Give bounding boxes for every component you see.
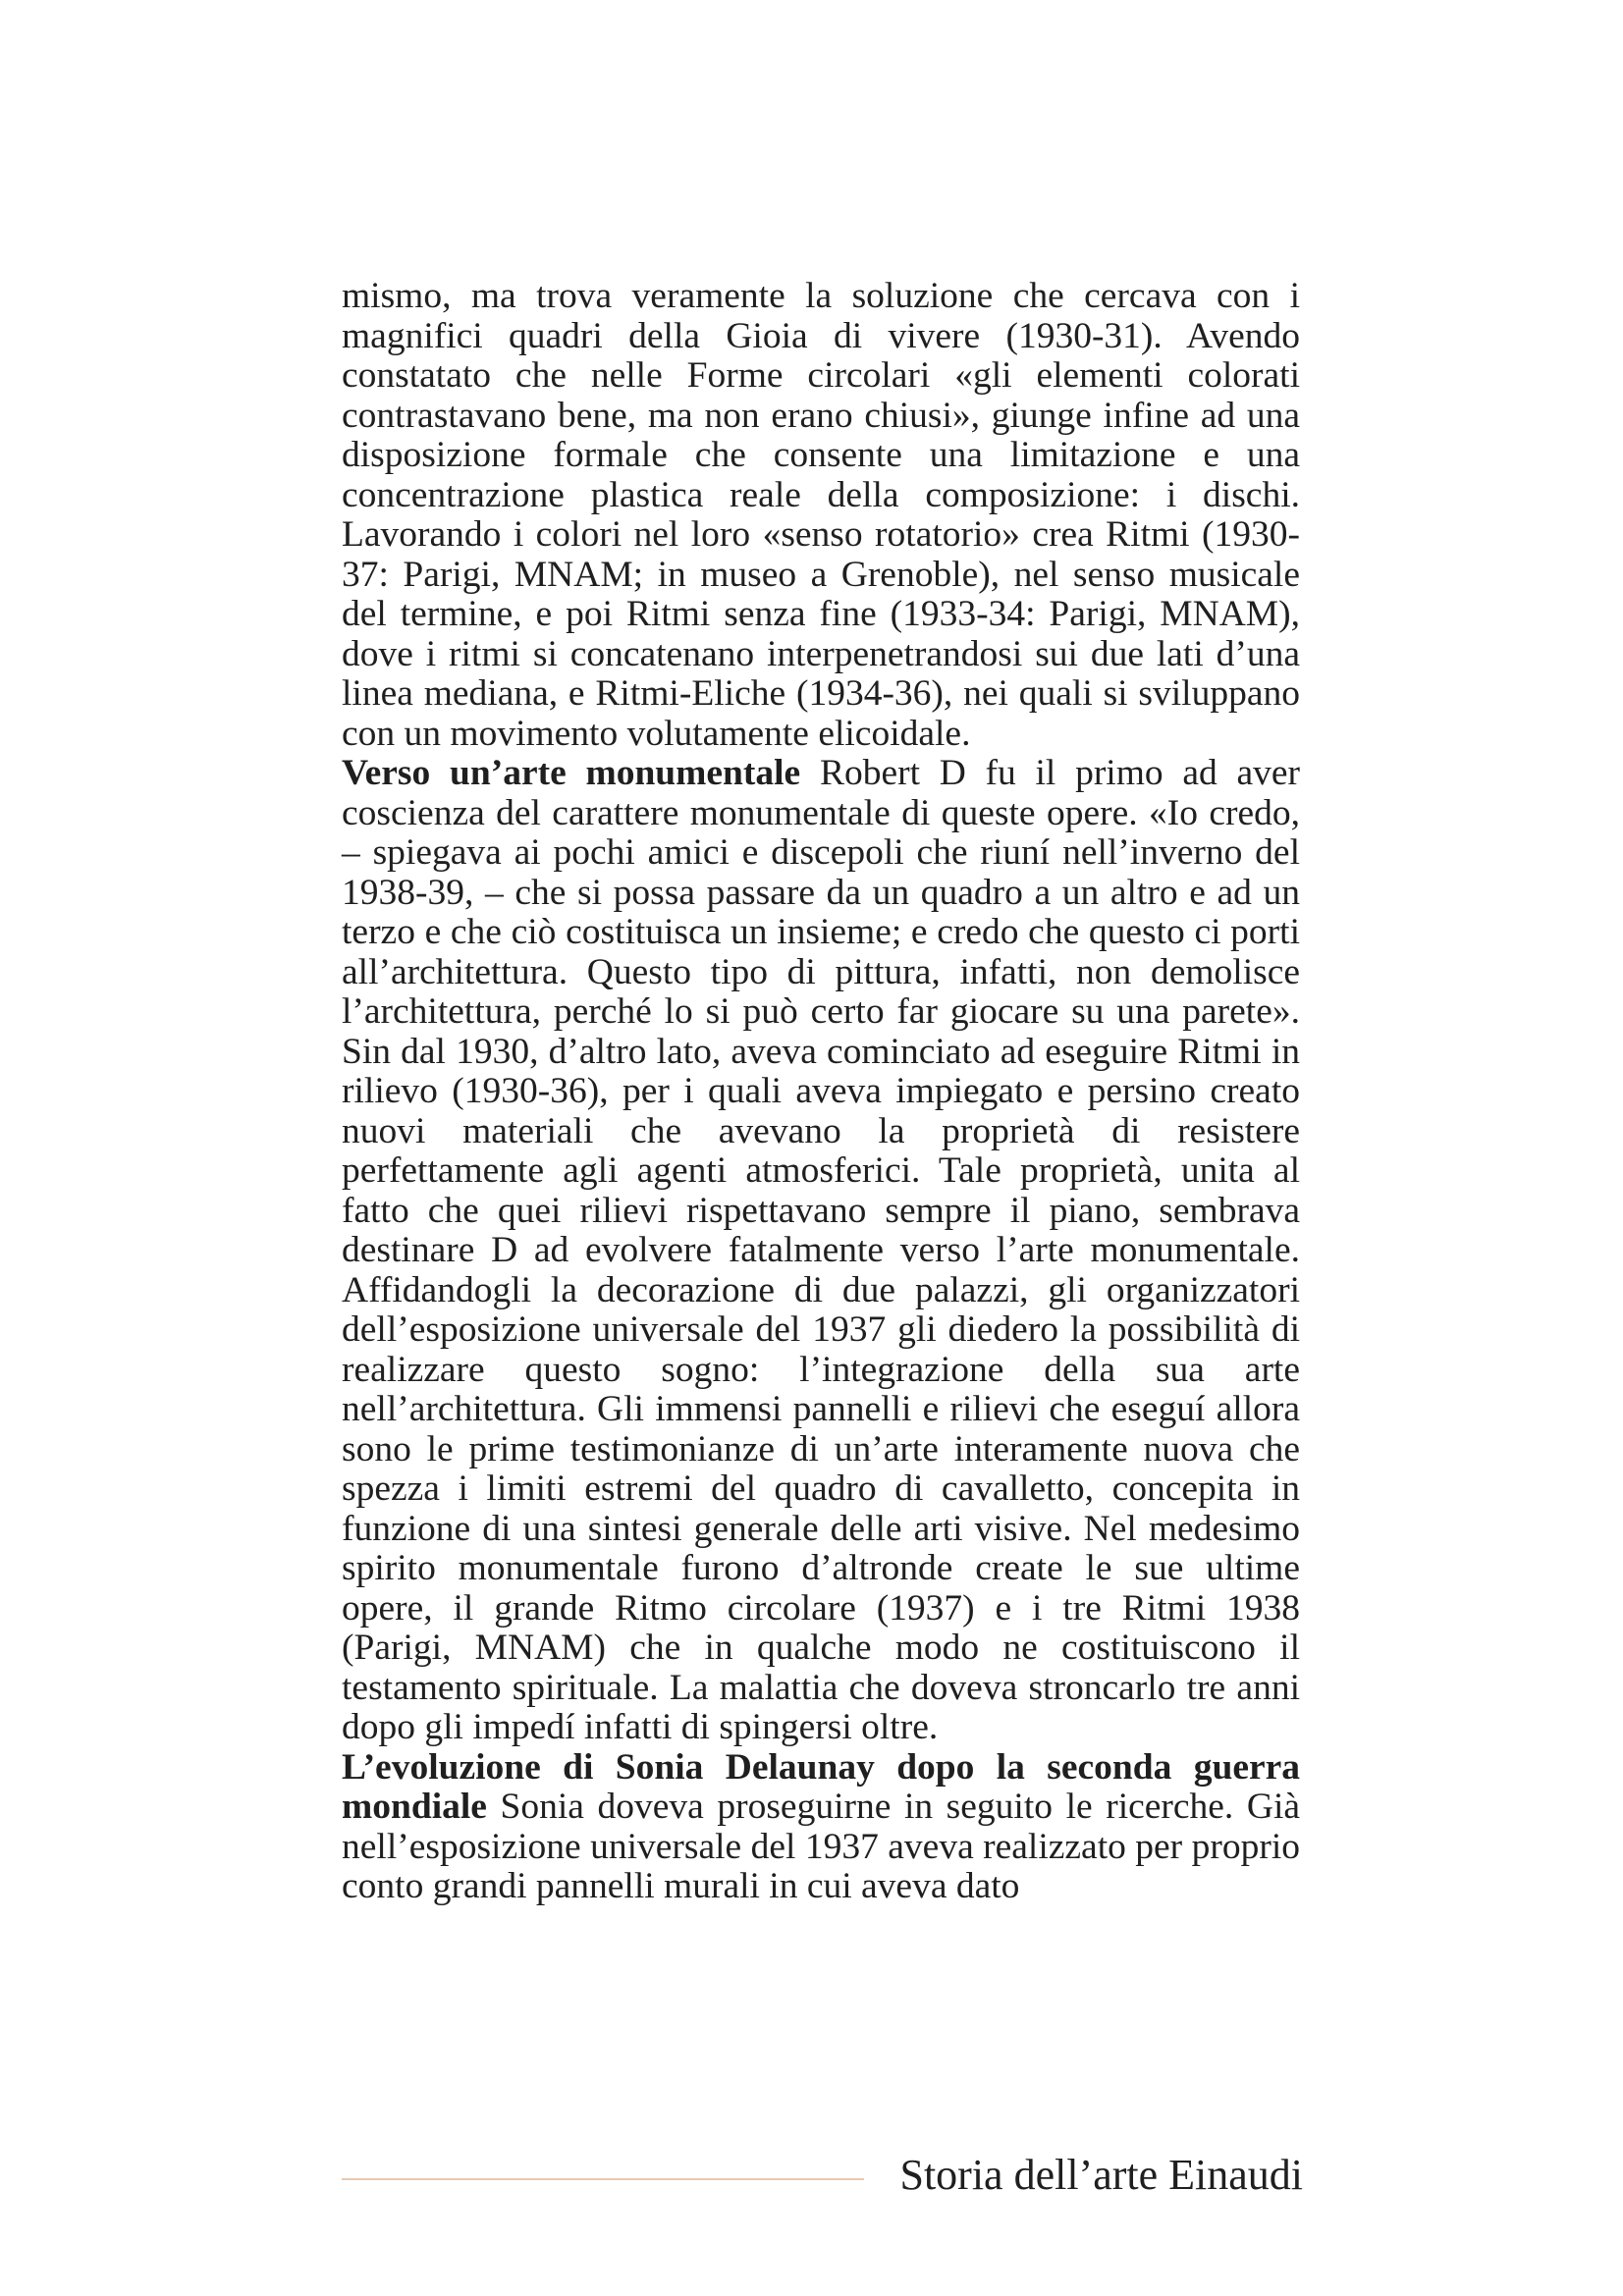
footer-rule <box>342 2178 864 2180</box>
paragraph-arte-monumentale <box>342 754 1300 1748</box>
section-heading: L’evoluzione di Sonia Delaunay dopo la seconda guerra mondiale <box>342 1746 1300 1827</box>
paragraph-text: Robert D fu il primo ad aver coscienza del carattere monumentale di queste opere. «Io credo, – spiegava ai pochi amici e discepoli che riuní nell’inverno del 1938-39, – che si possa passare da un quadro a un altro e ad un terzo e che ciò costituisca un insieme; e credo che questo ci porti all’architettura. Questo tipo di pittura, infatti, non demolisce l’architettura, perché lo si può certo far giocare su una parete». Sin dal 1930, d’altro lato, aveva cominciato ad eseguire Ritmi in rilievo (1930-36), per i quali aveva impiegato e persino creato nuovi materiali che avevano la proprietà di resistere perfettamente agli agenti atmosferici. Tale proprietà, unita al fatto che quei rilievi rispettavano sempre il piano, sembrava destinare D ad evolvere fatalmente verso l’arte monumentale. Affidandogli la decorazione di due palazzi, gli organizzatori dell’esposizione universale del 1937 gli diedero la possibilità di realizzare questo sogno: l’integrazione della sua arte nell’architettura. Gli immensi pannelli e rilievi che eseguí allora sono le prime testimonianze di un’arte interamente nuova che spezza i limiti estremi del quadro di cavalletto, concepita in funzione di una sintesi generale delle arti visive. Nel medesimo spirito monumentale furono d’altronde create le sue ultime opere, il grande Ritmo circolare (1937) e i tre Ritmi 1938 (Parigi, MNAM) che in qualche modo ne costituiscono il testamento spirituale. La malattia che doveva stroncarlo tre anni dopo gli impedí infatti di spingersi oltre. <box>342 753 1301 1747</box>
paragraph-sonia-delaunay <box>342 1748 1300 1907</box>
paragraph-text: Sonia doveva proseguirne in seguito le ricerche. Già nell’esposizione universale del 1937 aveva realizzato per proprio conto grandi pannelli murali in cui aveva dato <box>342 1787 1301 1906</box>
footer-publication-title: Storia dell’arte Einaudi <box>899 2151 1303 2199</box>
paragraph-text: mismo, ma trova veramente la soluzione che cercava con i magnifici quadri della Gioia di vivere (1930-31). Avendo constatato che nelle Forme circolari «gli elementi colorati contrastavano bene, ma non erano chiusi», giunge infine ad una disposizione formale che consente una limitazione e una concentrazione plastica reale della composizione: i dischi. Lavorando i colori nel loro «senso rotatorio» crea Ritmi (1930-37: Parigi, MNAM; in museo a Grenoble), nel senso musicale del termine, e poi Ritmi senza fine (1933-34: Parigi, MNAM), dove i ritmi si concatenano interpenetrandosi sui due lati d’una linea mediana, e Ritmi-Eliche (1934-36), nei quali si sviluppano con un movimento volutamente elicoidale. <box>342 276 1300 754</box>
section-heading: Verso un’arte monumentale <box>342 753 801 793</box>
paragraph-gioia-di-vivere <box>342 277 1300 754</box>
body-text <box>342 277 1300 1907</box>
